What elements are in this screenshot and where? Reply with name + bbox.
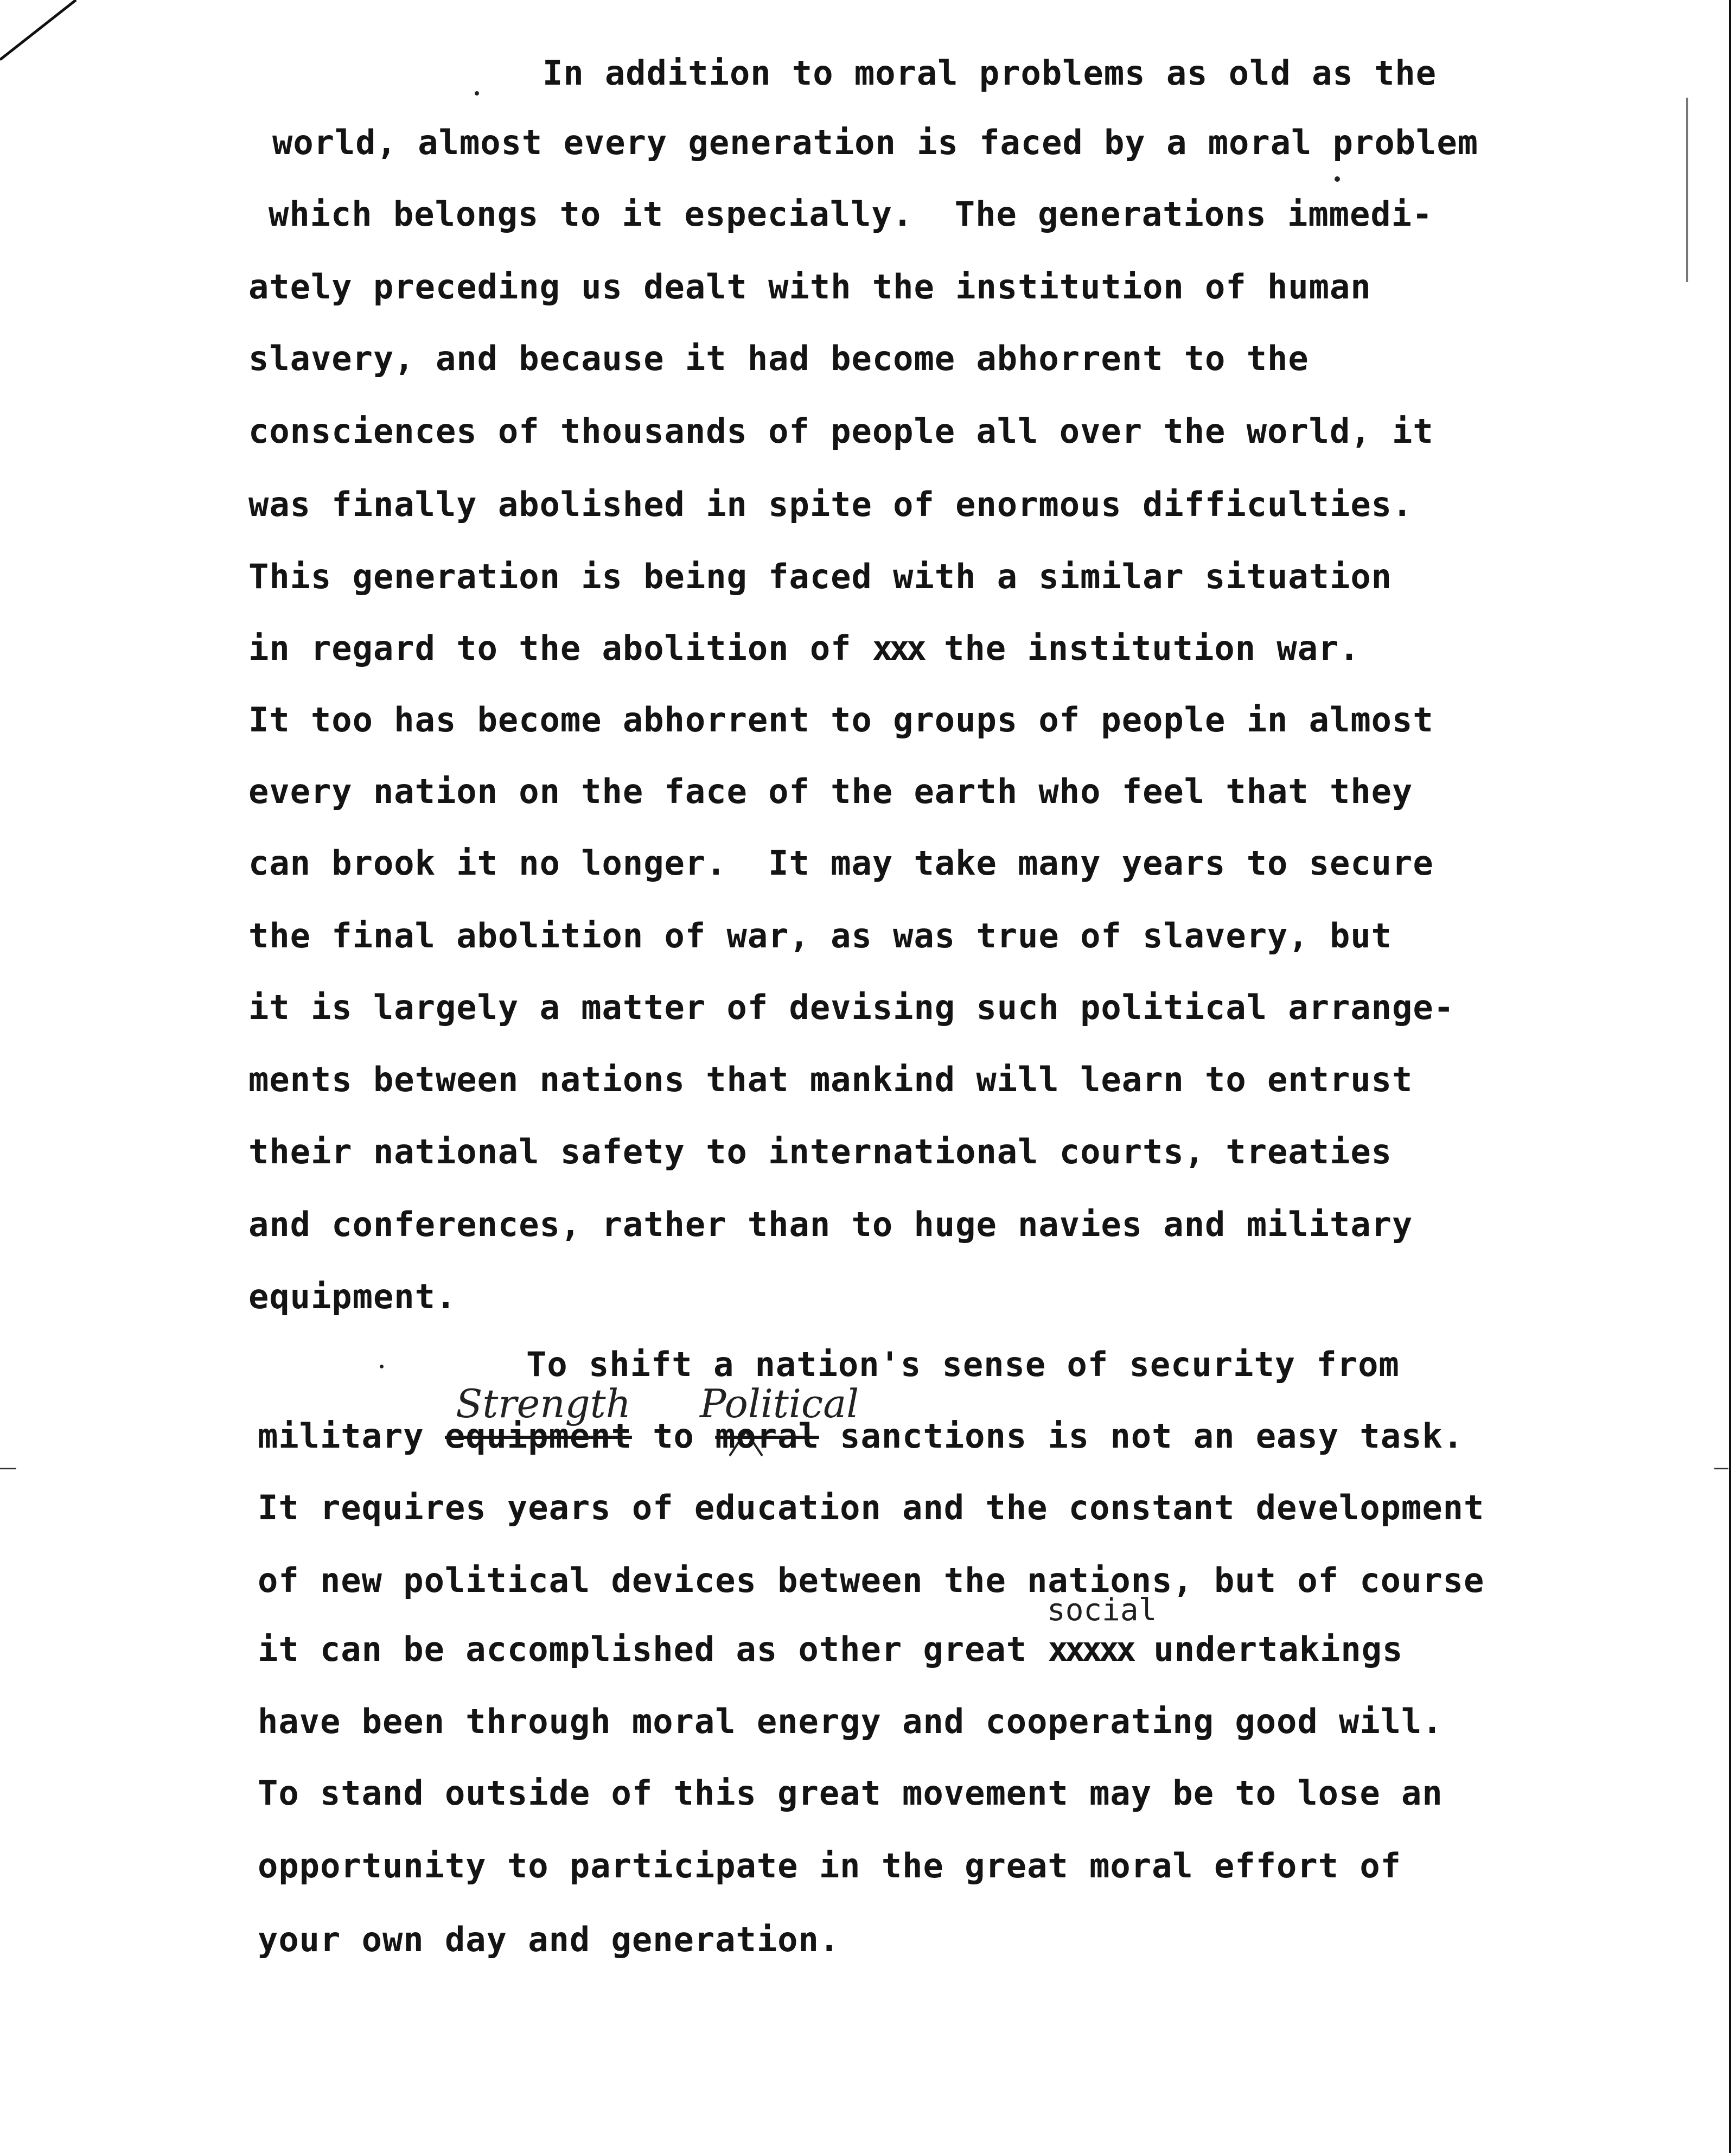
- text-line: the final abolition of war, as was true of slavery, but: [248, 916, 1392, 956]
- text-line: world, almost every generation is faced by a moral problem: [272, 123, 1478, 162]
- text-line: In addition to moral problems as old as the: [542, 53, 1437, 93]
- text-segment: in regard to the abolition of: [248, 628, 872, 668]
- text-line: [258, 1630, 1403, 1668]
- text-line: [248, 629, 1360, 667]
- text-line: it is largely a matter of devising such political arrange-: [248, 988, 1454, 1027]
- text-line: This generation is being faced with a similar situation: [248, 557, 1392, 596]
- text-line: [258, 1417, 1464, 1455]
- struck-word: moral: [715, 1416, 819, 1456]
- scan-artifact: [475, 91, 479, 95]
- text-line: which belongs to it especially. The generations immedi-: [269, 194, 1433, 234]
- text-line: ately preceding us dealt with the institution of human: [248, 267, 1371, 307]
- typed-strikeout: xxx: [872, 628, 923, 668]
- text-segment: military: [258, 1416, 445, 1456]
- scan-artifact: [1714, 1468, 1728, 1469]
- text-line: equipment.: [248, 1277, 457, 1316]
- corner-fold-mark: [0, 0, 108, 87]
- text-line: can brook it no longer. It may take many years to secure: [248, 843, 1434, 883]
- text-line: consciences of thousands of people all over the world, it: [248, 411, 1434, 451]
- text-line: and conferences, rather than to huge navies and military: [248, 1205, 1413, 1244]
- typed-strikeout: xxxxx: [1048, 1629, 1133, 1669]
- text-line: your own day and generation.: [258, 1920, 840, 1959]
- text-segment: sanctions is not an easy task.: [819, 1416, 1464, 1456]
- text-line: have been through moral energy and cooperating good will.: [258, 1702, 1443, 1741]
- text-segment: the institution war.: [923, 628, 1360, 668]
- text-line: their national safety to international courts, treaties: [248, 1132, 1392, 1171]
- text-line: slavery, and because it had become abhorrent to the: [248, 339, 1309, 378]
- scan-artifact: [1686, 98, 1688, 282]
- typed-insertion: social: [1047, 1593, 1157, 1628]
- handwritten-insertion: Political: [700, 1381, 859, 1426]
- text-line: To shift a nation's sense of security from: [526, 1345, 1400, 1384]
- struck-word: equipment: [444, 1416, 632, 1456]
- scan-artifact: [0, 1468, 16, 1469]
- text-segment: to: [631, 1416, 716, 1456]
- page-edge-shadow: [1729, 0, 1731, 2153]
- text-line: ments between nations that mankind will learn to entrust: [248, 1060, 1413, 1099]
- scan-artifact: [1335, 176, 1340, 182]
- text-line: To stand outside of this great movement may be to lose an: [258, 1773, 1443, 1813]
- text-line: opportunity to participate in the great moral effort of: [258, 1846, 1401, 1886]
- text-line: It requires years of education and the constant development: [258, 1488, 1485, 1527]
- text-segment: it can be accomplished as other great: [258, 1629, 1048, 1669]
- text-segment: undertakings: [1133, 1629, 1403, 1669]
- text-line: every nation on the face of the earth who feel that they: [248, 772, 1413, 811]
- text-line: of new political devices between the nations, but of course: [258, 1560, 1485, 1600]
- text-line: was finally abolished in spite of enormous difficulties.: [248, 485, 1413, 524]
- scan-artifact: [380, 1365, 384, 1368]
- text-line: It too has become abhorrent to groups of people in almost: [248, 700, 1434, 740]
- handwritten-insertion: Strength: [456, 1381, 631, 1426]
